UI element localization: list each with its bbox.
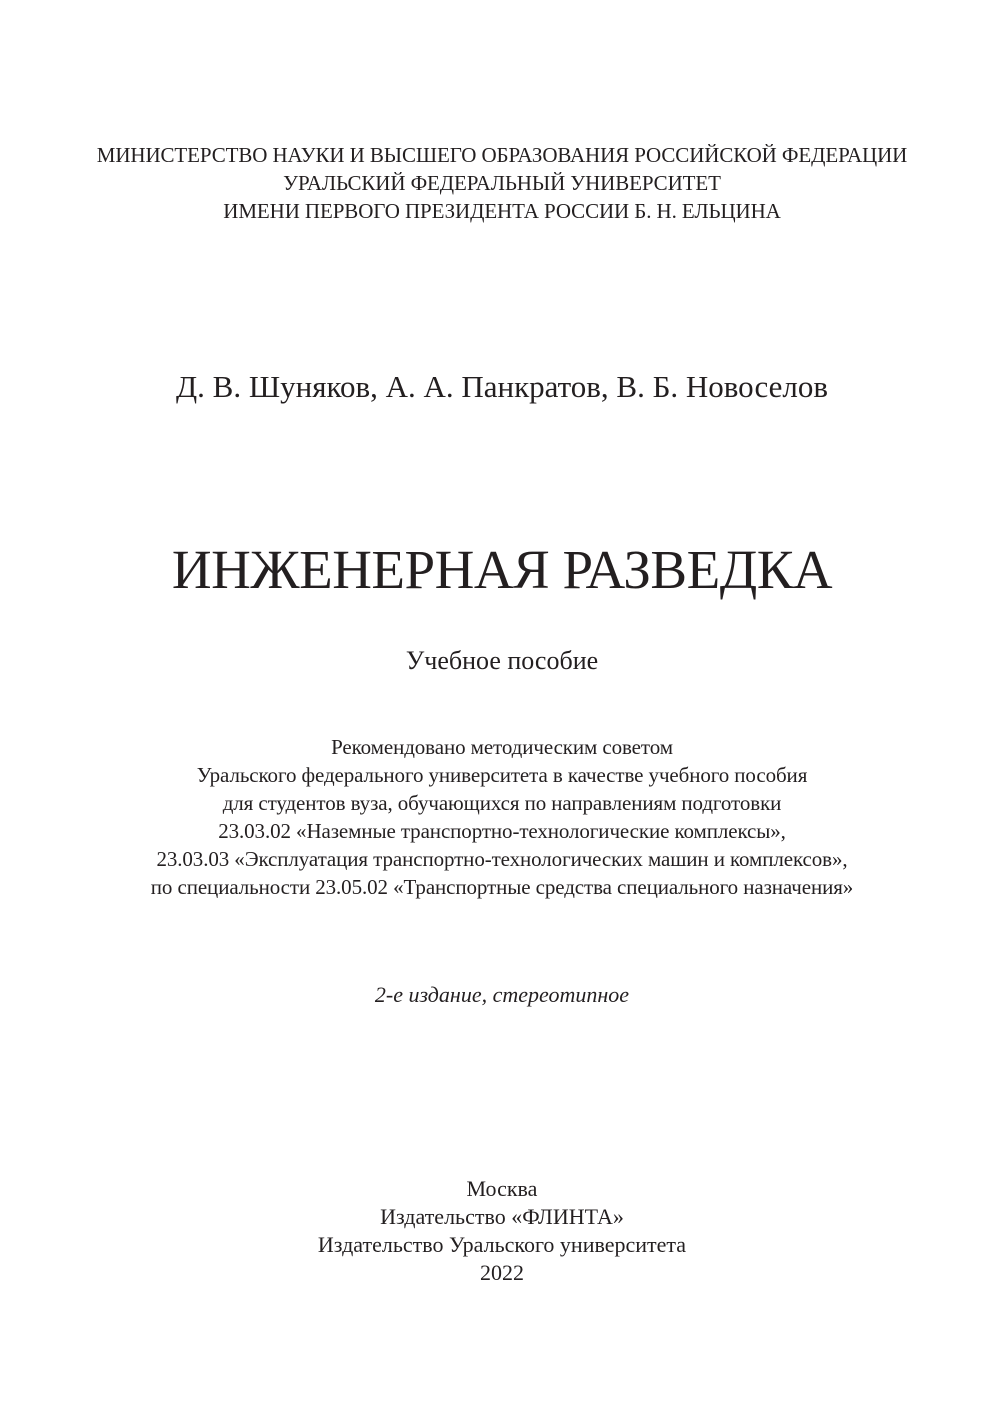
header-line-ministry: МИНИСТЕРСТВО НАУКИ И ВЫСШЕГО ОБРАЗОВАНИЯ РОССИЙСКОЙ ФЕДЕРАЦИИ xyxy=(96,143,908,167)
imprint-publisher-flinta: Издательство «ФЛИНТА» xyxy=(380,1204,624,1229)
imprint-publisher-ural: Издательство Уральского университета xyxy=(317,1232,687,1257)
recommendation-note xyxy=(0,733,1004,901)
book-title: ИНЖЕНЕРНАЯ РАЗВЕДКА xyxy=(171,539,833,600)
imprint xyxy=(0,1175,1004,1287)
header-line-university: УРАЛЬСКИЙ ФЕДЕРАЛЬНЫЙ УНИВЕРСИТЕТ xyxy=(283,171,721,195)
recommendation-line: для студентов вуза, обучающихся по направлениям подготовки xyxy=(222,791,782,815)
header-line-named-after: ИМЕНИ ПЕРВОГО ПРЕЗИДЕНТА РОССИИ Б. Н. ЕЛЬЦИНА xyxy=(223,199,781,223)
recommendation-line: 23.03.03 «Эксплуатация транспортно-технологических машин и комплексов», xyxy=(156,847,848,871)
recommendation-line: 23.03.02 «Наземные транспортно-технологические комплексы», xyxy=(218,819,786,843)
book-subtitle: Учебное пособие xyxy=(405,646,599,675)
recommendation-line: Уральского федерального университета в качестве учебного пособия xyxy=(196,763,808,787)
recommendation-line: Рекомендовано методическим советом xyxy=(331,735,673,759)
authors: Д. В. Шуняков, А. А. Панкратов, В. Б. Новоселов xyxy=(176,369,828,404)
imprint-city: Москва xyxy=(466,1176,538,1201)
edition-note: 2-е издание, стереотипное xyxy=(374,982,630,1007)
institution-header xyxy=(0,141,1004,225)
imprint-year: 2022 xyxy=(480,1260,524,1285)
recommendation-line: по специальности 23.05.02 «Транспортные средства специального назначения» xyxy=(150,875,854,899)
